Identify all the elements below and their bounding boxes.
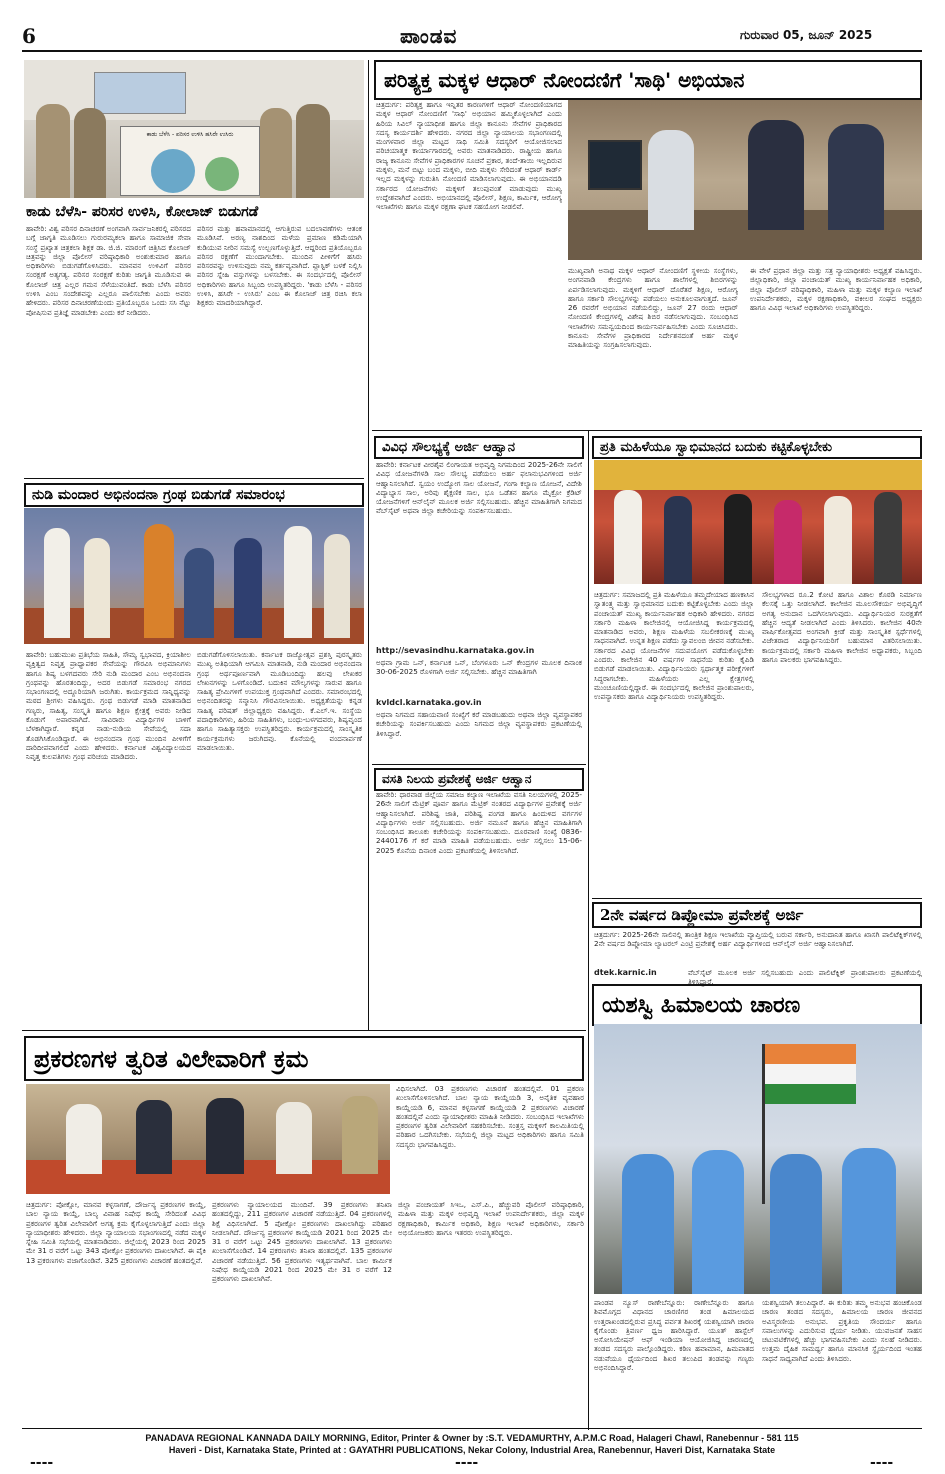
collage-headline: ಕಾಡು ಬೆಳೆಸಿ- ಪರಿಸರ ಉಳಿಸಿ, ಕೋಲಾಜ್ ಬಿಡುಗಡೆ	[26, 204, 259, 220]
footer-dash-center: ----	[455, 1455, 479, 1471]
aadhaar-body-col2: ಮುಖ್ಯವಾಗಿ ಅನಾಥ ಮಕ್ಕಳ ಆಧಾರ್ ನೋಂದಣಿಗೆ ಸ್ಥಳೀಯ ಸಂಸ್ಥೆಗಳು, ಅಂಗನವಾಡಿ ಕೇಂದ್ರಗಳು ಹಾಗೂ ಶಾಲೆಗಳಲ್ಲಿ ಶಿಬಿರಗಳನ್ನು ಏರ್ಪಡಿಸಲಾಗುವುದು. ಮಕ್ಕಳಿಗೆ ಆಧಾರ್ ದೊರೆತರೆ ಶಿಕ್ಷಣ, ಆರೋಗ್ಯ ಹಾಗೂ ಸರ್ಕಾರಿ ಸೌಲಭ್ಯಗಳನ್ನು ಪಡೆಯಲು ಅನುಕೂಲವಾಗುತ್ತದೆ. ಜೂನ್ 26 ರವರೆಗೆ ಅಭಿಯಾನ ನಡೆಯಲಿದ್ದು, ಜೂನ್ 27 ರಂದು ಆಧಾರ್ ನೋಂದಣಿ ಕೇಂದ್ರಗಳಲ್ಲಿ ವಿಶೇಷ ಶಿಬಿರ ನಡೆಸಲಾಗುವುದು. ಸಂಬಂಧಿಸಿದ ಇಲಾಖೆಗಳು ಸಮನ್ವಯದಿಂದ ಕಾರ್ಯನಿರ್ವಹಿಸಬೇಕು ಎಂದು ಸೂಚಿಸಿದರು. ಕಾನೂನು ಸೇವೆಗಳ ಪ್ರಾಧಿಕಾರದ ನಿರ್ದೇಶನದಂತೆ ಅರ್ಹ ಮಕ್ಕಳ ಮಾಹಿತಿಯನ್ನು ಸಂಗ್ರಹಿಸಲಾಗುವುದು.	[568, 266, 738, 350]
collage-body-col2: ಪರಿಸರ ಮತ್ತು ಹವಾಮಾನದಲ್ಲಿ ಆಗುತ್ತಿರುವ ಬದಲಾವಣೆಗಳು ಆತಂಕ ಮೂಡಿಸಿವೆ. ಅರಣ್ಯ ನಾಶದಿಂದ ಮಳೆಯ ಪ್ರಮಾಣ ಕಡಿಮೆಯಾಗಿ ಕುಡಿಯುವ ನೀರಿನ ಸಮಸ್ಯೆ ಉಲ್ಬಣಗೊಳ್ಳುತ್ತಿದೆ. ಆದ್ದರಿಂದ ಪ್ರತಿಯೊಬ್ಬರೂ ಪರಿಸರ ರಕ್ಷಣೆಗೆ ಮುಂದಾಗಬೇಕು. ಮುಂದಿನ ಪೀಳಿಗೆಗೆ ಹಸಿರು ಪರಿಸರವನ್ನು ಉಳಿಸುವುದು ನಮ್ಮ ಕರ್ತವ್ಯವಾಗಿದೆ. ಪ್ಲಾಸ್ಟಿಕ್ ಬಳಕೆ ನಿಲ್ಲಿಸಿ ಪರಿಸರ ಸ್ನೇಹಿ ವಸ್ತುಗಳನ್ನು ಬಳಸಬೇಕು. ಈ ಸಂದರ್ಭದಲ್ಲಿ ಪೊಲೀಸ್ ಅಧಿಕಾರಿಗಳು ಹಾಗೂ ಸಿಬ್ಬಂದಿ ಉಪಸ್ಥಿತರಿದ್ದರು. 'ಕಾಡು ಬೆಳೆಸಿ - ಪರಿಸರ ಉಳಿಸಿ, ಹಸಿರೇ - ಉಸಿರು' ಎಂಬ ಈ ಕೊಲಾಜ್ ಚಿತ್ರ ರಚಿಸಿ ಕಲಾ ಶಿಕ್ಷಕರು ಮಾದರಿಯಾಗಿದ್ದಾರೆ.	[197, 224, 362, 308]
diploma-headline: 2ನೇ ವರ್ಷದ ಡಿಪ್ಲೋಮಾ ಪ್ರವೇಶಕ್ಕೆ ಅರ್ಜಿ	[592, 902, 922, 928]
felicitation-body-col1: ಹಾವೇರಿ: ಬಹುಮುಖ ಪ್ರತಿಭೆಯ ಸಾಹಿತಿ, ಸೌಮ್ಯ ಸ್ವಭಾವದ, ಕ್ರಿಯಾಶೀಲ ವ್ಯಕ್ತಿತ್ವದ ನಿವೃತ್ತ ಪ್ರಾಧ್ಯಾಪಕರ ಸೇವೆಯನ್ನು ಗೌರವಿಸಿ ಅಭಿಮಾನಿಗಳು ಹಾಗೂ ಶಿಷ್ಯ ಬಳಗದವರು ಸೇರಿ ನುಡಿ ಮಂದಾರ ಎಂಬ ಅಭಿನಂದನಾ ಗ್ರಂಥವನ್ನು ಹೊರತಂದಿದ್ದು, ಅದರ ಬಿಡುಗಡೆ ಸಮಾರಂಭ ನಗರದ ಸಭಾಂಗಣದಲ್ಲಿ ಅದ್ದೂರಿಯಾಗಿ ಜರುಗಿತು. ಕಾರ್ಯಕ್ರಮದ ಸಾನ್ನಿಧ್ಯವನ್ನು ಮಠದ ಶ್ರೀಗಳು ವಹಿಸಿದ್ದರು. ಗ್ರಂಥ ಬಿಡುಗಡೆ ಮಾಡಿ ಮಾತನಾಡಿದ ಗಣ್ಯರು, ಸಾಹಿತ್ಯ, ಸಂಸ್ಕೃತಿ ಹಾಗೂ ಶಿಕ್ಷಣ ಕ್ಷೇತ್ರಕ್ಕೆ ಅವರು ನೀಡಿದ ಕೊಡುಗೆ ಅಪಾರವಾಗಿದೆ. ಸಾವಿರಾರು ವಿದ್ಯಾರ್ಥಿಗಳ ಬಾಳಿಗೆ ಬೆಳಕಾಗಿದ್ದಾರೆ. ಕನ್ನಡ ನಾಡು-ನುಡಿಯ ಸೇವೆಯಲ್ಲಿ ಸದಾ ತೊಡಗಿಸಿಕೊಂಡಿದ್ದಾರೆ. ಈ ಅಭಿನಂದನಾ ಗ್ರಂಥ ಮುಂದಿನ ಪೀಳಿಗೆಗೆ ದಾರಿದೀಪವಾಗಲಿದೆ ಎಂದು ಹೇಳಿದರು. ಕರ್ನಾಟಕ ವಿಶ್ವವಿದ್ಯಾಲಯದ ನಿವೃತ್ತ ಕುಲಪತಿಗಳು ಗ್ರಂಥ ಪರಿಚಯ ಮಾಡಿದರು.	[26, 650, 191, 762]
footer-rule	[22, 1428, 922, 1429]
cases-body-col1: ಚಿತ್ರದುರ್ಗ: ಪೋಕ್ಸೋ, ಮಾನವ ಕಳ್ಳಸಾಗಣೆ, ದೌರ್ಜನ್ಯ ಪ್ರಕರಣಗಳ ಕಾಯ್ದೆ, ಬಾಲ ನ್ಯಾಯ ಕಾಯ್ದೆ, ಬಾಲ್ಯ ವಿವಾಹ ನಿಷೇಧ ಕಾಯ್ದೆ ಸೇರಿದಂತೆ ವಿವಿಧ ಪ್ರಕರಣಗಳ ತ್ವರಿತ ವಿಲೇವಾರಿಗೆ ಅಗತ್ಯ ಕ್ರಮ ಕೈಗೊಳ್ಳಲಾಗುತ್ತಿದೆ ಎಂದು ಜಿಲ್ಲಾ ನ್ಯಾಯಾಧೀಶರು ಹೇಳಿದರು. ಜಿಲ್ಲಾ ನ್ಯಾಯಾಲಯ ಸಭಾಂಗಣದಲ್ಲಿ ನಡೆದ ಮಕ್ಕಳ ಸ್ನೇಹಿ ಸಮಿತಿ ಸಭೆಯಲ್ಲಿ ಮಾತನಾಡಿದರು. ಜಿಲ್ಲೆಯಲ್ಲಿ 2023 ರಿಂದ 2025 ಮೇ 31 ರ ವರೆಗೆ ಒಟ್ಟು 343 ಪೋಕ್ಸೋ ಪ್ರಕರಣಗಳು ದಾಖಲಾಗಿವೆ. ಈ ಪೈಕಿ 13 ಪ್ರಕರಣಗಳು ವಜಾಗೊಂಡಿವೆ. 325 ಪ್ರಕರಣಗಳು ವಿಚಾರಣೆ ಹಂತದಲ್ಲಿವೆ.	[26, 1200, 206, 1265]
collage-photo	[24, 60, 364, 198]
flag-stripe	[764, 1064, 856, 1084]
schemes-url-1: http://sevasindhu.karnataka.gov.in	[376, 646, 535, 655]
aadhaar-photo	[568, 100, 922, 260]
cases-body-col2: ಪ್ರಕರಣಗಳು ನ್ಯಾಯಾಲಯದ ಮುಂದಿವೆ. 39 ಪ್ರಕರಣಗಳು ತನಿಖಾ ಹಂತದಲ್ಲಿದ್ದು, 211 ಪ್ರಕರಣಗಳ ವಿಚಾರಣೆ ನಡೆಯುತ್ತಿದೆ. 04 ಪ್ರಕರಣಗಳಲ್ಲಿ ಶಿಕ್ಷೆ ವಿಧಿಸಲಾಗಿದೆ. 5 ಪೋಕ್ಸೋ ಪ್ರಕರಣಗಳು ದಾಖಲಾಗಿದ್ದು ಪರಿಹಾರ ನೀಡಲಾಗಿದೆ. ದೌರ್ಜನ್ಯ ಪ್ರಕರಣಗಳ ಕಾಯ್ದೆಯಡಿ 2021 ರಿಂದ 2025 ಮೇ 31 ರ ವರೆಗೆ ಒಟ್ಟು 245 ಪ್ರಕರಣಗಳು ದಾಖಲಾಗಿವೆ. 13 ಪ್ರಕರಣಗಳು ಖುಲಾಸೆಗೊಂಡಿವೆ. 14 ಪ್ರಕರಣಗಳು ತನಿಖಾ ಹಂತದಲ್ಲಿವೆ. 135 ಪ್ರಕರಣಗಳ ವಿಚಾರಣೆ ನಡೆಯುತ್ತಿದೆ. 56 ಪ್ರಕರಣಗಳು ಇತ್ಯರ್ಥವಾಗಿವೆ. ಬಾಲ ಕಾರ್ಮಿಕ ನಿಷೇಧ ಕಾಯ್ದೆಯಡಿ 2021 ರಿಂದ 2025 ಮೇ 31 ರ ವರೆಗೆ 12 ಪ್ರಕರಣಗಳು ದಾಖಲಾಗಿವೆ.	[212, 1200, 392, 1284]
footer-line-1: PANADAVA REGIONAL KANNADA DAILY MORNING, Editor, Printer & Owner by :S.T. VEDAMURTHY, A.P.M.C Road, Halageri Chawl, Ranebennur - 581 115	[145, 1433, 799, 1443]
footer-line-2: Haveri - Dist, Karnataka State, Printed at : GAYATHRI PUBLICATIONS, Nekar Colony, Industrial Area, Ranebennur, Haveri Dist, Karnataka State	[168, 1445, 776, 1455]
aadhaar-body-col3: ಈ ವೇಳೆ ಪ್ರಧಾನ ಜಿಲ್ಲಾ ಮತ್ತು ಸತ್ರ ನ್ಯಾಯಾಧೀಶರು ಅಧ್ಯಕ್ಷತೆ ವಹಿಸಿದ್ದರು. ಜಿಲ್ಲಾಧಿಕಾರಿ, ಜಿಲ್ಲಾ ಪಂಚಾಯತ್ ಮುಖ್ಯ ಕಾರ್ಯನಿರ್ವಾಹಕ ಅಧಿಕಾರಿ, ಜಿಲ್ಲಾ ಪೊಲೀಸ್ ವರಿಷ್ಠಾಧಿಕಾರಿ, ಮಹಿಳಾ ಮತ್ತು ಮಕ್ಕಳ ಕಲ್ಯಾಣ ಇಲಾಖೆ ಉಪನಿರ್ದೇಶಕರು, ಮಕ್ಕಳ ರಕ್ಷಣಾಧಿಕಾರಿ, ವಕೀಲರ ಸಂಘದ ಅಧ್ಯಕ್ಷರು ಹಾಗೂ ವಿವಿಧ ಇಲಾಖೆ ಅಧಿಕಾರಿಗಳು ಉಪಸ್ಥಿತರಿದ್ದರು.	[750, 266, 922, 313]
newspaper-logo: ಪಾಂಡವ	[400, 24, 458, 48]
women-body-col1: ಚಿತ್ರದುರ್ಗ: ಸಮಾಜದಲ್ಲಿ ಪ್ರತಿ ಮಹಿಳೆಯೂ ತಮ್ಮದೇಯಾದ ಹಣಕಾಸಿನ ಸ್ವಾತಂತ್ರ್ಯ ಮತ್ತು ಸ್ವಾಭಿಮಾನದ ಬದುಕು ಕಟ್ಟಿಕೊಳ್ಳಬೇಕು ಎಂದು ಜಿಲ್ಲಾ ಪಂಚಾಯತ್ ಮುಖ್ಯ ಕಾರ್ಯನಿರ್ವಾಹಕ ಅಧಿಕಾರಿ ಹೇಳಿದರು. ನಗರದ ಸರ್ಕಾರಿ ಮಹಿಳಾ ಕಾಲೇಜಿನಲ್ಲಿ ಆಯೋಜಿಸಿದ್ದ ಕಾರ್ಯಕ್ರಮದಲ್ಲಿ ಮಾತನಾಡಿದ ಅವರು, ಶಿಕ್ಷಣ ಮಹಿಳೆಯ ಸಬಲೀಕರಣಕ್ಕೆ ಮುಖ್ಯ ಸಾಧನವಾಗಿದೆ. ಉನ್ನತ ಶಿಕ್ಷಣ ಪಡೆದು ಸ್ವಾವಲಂಬಿ ಜೀವನ ನಡೆಸಬೇಕು. ಸರ್ಕಾರದ ವಿವಿಧ ಯೋಜನೆಗಳ ಸದುಪಯೋಗ ಪಡೆದುಕೊಳ್ಳಬೇಕು ಎಂದರು. ಕಾಲೇಜಿನ 40 ವರ್ಷಗಳ ಸಾಧನೆಯ ಕುರಿತು ಕೈಪಿಡಿ ಬಿಡುಗಡೆ ಮಾಡಲಾಯಿತು. ವಿದ್ಯಾರ್ಥಿನಿಯರು ಸ್ಪರ್ಧಾತ್ಮಕ ಪರೀಕ್ಷೆಗಳಿಗೆ ಸಿದ್ಧರಾಗಬೇಕು. ಮಹಿಳೆಯರು ಎಲ್ಲ ಕ್ಷೇತ್ರಗಳಲ್ಲಿ ಮುಂಚೂಣಿಯಲ್ಲಿದ್ದಾರೆ. ಈ ಸಂದರ್ಭದಲ್ಲಿ ಕಾಲೇಜಿನ ಪ್ರಾಂಶುಪಾಲರು, ಉಪನ್ಯಾಸಕರು ಹಾಗೂ ವಿದ್ಯಾರ್ಥಿನಿಯರು ಉಪಸ್ಥಿತರಿದ್ದರು.	[594, 590, 754, 702]
footer-imprint	[22, 1432, 922, 1456]
section-rule	[372, 430, 922, 431]
himalaya-body-col1: ಪಾಂಡವ ನ್ಯೂಸ್ ರಾಣೇಬೆನ್ನೂರು: ರಾಣೇಬೆನ್ನೂರು ಹಾಗೂ ಶಿವಮೊಗ್ಗದ ವಿಧಾನದ ಚಾರಣಿಗರ ತಂಡ ಹಿಮಾಲಯದ ಉತ್ತರಾಖಂಡದಲ್ಲಿರುವ ಪ್ರಸಿದ್ಧ ಪರ್ವತ ಶಿಖರಕ್ಕೆ ಯಶಸ್ವಿಯಾಗಿ ಚಾರಣ ಕೈಗೊಂಡು ತ್ರಿವರ್ಣ ಧ್ವಜ ಹಾರಿಸಿದ್ದಾರೆ. ಯೂತ್ ಹಾಸ್ಟೆಲ್ ಅಸೋಸಿಯೇಷನ್ ಆಫ್ ಇಂಡಿಯಾ ಆಯೋಜಿಸಿದ್ದ ಚಾರಣದಲ್ಲಿ ತಂಡದ ಸದಸ್ಯರು ಪಾಲ್ಗೊಂಡಿದ್ದರು. ಕಠಿಣ ಹವಾಮಾನ, ಹಿಮಪಾತದ ನಡುವೆಯೂ ಧೈರ್ಯದಿಂದ ಶಿಖರ ತಲುಪಿದ ತಂಡವನ್ನು ಗಣ್ಯರು ಅಭಿನಂದಿಸಿದ್ದಾರೆ.	[594, 1298, 754, 1373]
footer-dash-right: ----	[870, 1455, 894, 1471]
felicitation-headline: ನುಡಿ ಮಂದಾರ ಅಭಿನಂದನಾ ಗ್ರಂಥ ಬಿಡುಗಡೆ ಸಮಾರಂಭ	[24, 483, 364, 507]
collage-body-col1: ಹಾವೇರಿ: ವಿಶ್ವ ಪರಿಸರ ದಿನಾಚರಣೆ ಅಂಗವಾಗಿ ಸಾರ್ವಜನಿಕರಲ್ಲಿ ಪರಿಸರದ ಬಗ್ಗೆ ಜಾಗೃತಿ ಮೂಡಿಸಲು ಗುರುರಮ್ಯಕಲಾ ಹಾಗೂ ಸಾಮಾಜಿಕ ಸೇವಾ ಸಂಸ್ಥೆ ಪ್ರಖ್ಯಾತ ಚಿತ್ರಕಲಾ ಶಿಕ್ಷಕ ಡಾ. ಜಿ.ಜಿ. ಮಾರಂಗೆ ಚಿತ್ರಿಸಿದ ಕೊಲಾಜ್ ಚಿತ್ರವನ್ನು ಜಿಲ್ಲಾ ಪೊಲೀಸ್ ವರಿಷ್ಠಾಧಿಕಾರಿ ಅಂಶುಕುಮಾರ ಹಾಗೂ ಅಧಿಕಾರಿಗಳು ಬಿಡುಗಡೆಗೊಳಿಸಿದರು. ಮಾನವನ ಉಳಿವಿಗೆ ಪರಿಸರ ಸಂರಕ್ಷಣೆ ಅತ್ಯಗತ್ಯ. ಪರಿಸರ ಸಂರಕ್ಷಣೆ ಕುರಿತು ಜಾಗೃತಿ ಮೂಡಿಸುವ ಈ ಕೊಲಾಜ್ ಚಿತ್ರ ಎಲ್ಲರ ಗಮನ ಸೆಳೆಯುವಂತಿದೆ. ಕಾಡು ಬೆಳೆಸಿ ಪರಿಸರ ಉಳಿಸಿ ಎಂಬ ಸಂದೇಶವನ್ನು ಎಲ್ಲರೂ ಪಾಲಿಸಬೇಕು ಎಂದು ಅವರು ಹೇಳಿದರು. ಪರಿಸರ ದಿನಾಚರಣೆಯಂದು ಪ್ರತಿಯೊಬ್ಬರೂ ಒಂದು ಸಸಿ ನೆಟ್ಟು ಪೋಷಿಸುವ ಪ್ರತಿಜ್ಞೆ ಮಾಡಬೇಕು ಎಂದು ಕರೆ ನೀಡಿದರು.	[26, 224, 191, 317]
schemes-body-3: ಅಥವಾ ನಿಗಮದ ಸಹಾಯವಾಣಿ ಸಂಖ್ಯೆಗೆ ಕರೆ ಮಾಡಬಹುದು ಅಥವಾ ಜಿಲ್ಲಾ ವ್ಯವಸ್ಥಾಪಕರ ಕಚೇರಿಯನ್ನು ಸಂಪರ್ಕಿಸಬಹುದು ಎಂದು ನಿಗಮದ ಜಿಲ್ಲಾ ವ್ಯವಸ್ಥಾಪಕರು ಪ್ರಕಟಣೆಯಲ್ಲಿ ತಿಳಿಸಿದ್ದಾರೆ.	[376, 710, 582, 738]
schemes-body: ಹಾವೇರಿ: ಕರ್ನಾಟಕ ವೀರಶೈವ ಲಿಂಗಾಯತ ಅಭಿವೃದ್ಧಿ ನಿಗಮದಿಂದ 2025-26ನೇ ಸಾಲಿಗೆ ವಿವಿಧ ಯೋಜನೆಗಳಡಿ ಸಾಲ ಸೌಲಭ್ಯ ಪಡೆಯಲು ಅರ್ಹ ಫಲಾನುಭವಿಗಳಿಂದ ಅರ್ಜಿ ಆಹ್ವಾನಿಸಲಾಗಿದೆ. ಸ್ವಯಂ ಉದ್ಯೋಗ ಸಾಲ ಯೋಜನೆ, ಗಂಗಾ ಕಲ್ಯಾಣ ಯೋಜನೆ, ವಿದೇಶಿ ವಿದ್ಯಾಭ್ಯಾಸ ಸಾಲ, ಅರಿವು ಶೈಕ್ಷಣಿಕ ಸಾಲ, ಭೂ ಒಡೆತನ ಹಾಗೂ ಮೈಕ್ರೋ ಕ್ರೆಡಿಟ್ ಯೋಜನೆಗಳಿಗೆ ಆನ್‌ಲೈನ್ ಮೂಲಕ ಅರ್ಜಿ ಸಲ್ಲಿಸಬಹುದು. ಹೆಚ್ಚಿನ ಮಾಹಿತಿಗಾಗಿ ನಿಗಮದ ವೆಬ್‌ಸೈಟ್ ಅಥವಾ ಜಿಲ್ಲಾ ಕಚೇರಿಯನ್ನು ಸಂಪರ್ಕಿಸಬಹುದು.	[376, 460, 582, 516]
aadhaar-headline: ಪರಿತ್ಯಕ್ತ ಮಕ್ಕಳ ಆಧಾರ್ ನೋಂದಣಿಗೆ 'ಸಾಥಿ' ಅಭಿಯಾನ	[374, 60, 922, 100]
collage-poster	[120, 126, 260, 196]
diploma-body: ಚಿತ್ರದುರ್ಗ: 2025-26ನೇ ಸಾಲಿನಲ್ಲಿ ತಾಂತ್ರಿಕ ಶಿಕ್ಷಣ ಇಲಾಖೆಯ ವ್ಯಾಪ್ತಿಯಲ್ಲಿ ಬರುವ ಸರ್ಕಾರಿ, ಅನುದಾನಿತ ಹಾಗೂ ಖಾಸಗಿ ಪಾಲಿಟೆಕ್ನಿಕ್‌ಗಳಲ್ಲಿ 2ನೇ ವರ್ಷದ ಡಿಪ್ಲೋಮಾ ಲ್ಯಾಟರಲ್ ಎಂಟ್ರಿ ಪ್ರವೇಶಕ್ಕೆ ಅರ್ಹ ವಿದ್ಯಾರ್ಥಿಗಳಿಂದ ಆನ್‌ಲೈನ್ ಅರ್ಜಿ ಆಹ್ವಾನಿಸಲಾಗಿದೆ.	[594, 930, 922, 949]
column-divider	[588, 430, 589, 1430]
column-divider	[368, 60, 369, 1030]
poster-text: ಕಾಡು ಬೆಳೆಸಿ - ಪರಿಸರ ಉಳಿಸಿ ಹಸಿರೇ ಉಸಿರು	[146, 131, 234, 138]
women-photo	[594, 460, 922, 584]
flag-stripe	[764, 1044, 856, 1064]
felicitation-body-col2: ಬಿಡುಗಡೆಗೊಳಿಸಲಾಯಿತು. ಕರ್ನಾಟಕ ರಾಜ್ಯೋತ್ಸವ ಪ್ರಶಸ್ತಿ ಪುರಸ್ಕೃತರು ಮುಖ್ಯ ಅತಿಥಿಯಾಗಿ ಆಗಮಿಸಿ ಮಾತನಾಡಿ, ನುಡಿ ಮಂದಾರ ಅಭಿನಂದನಾ ಗ್ರಂಥ ಅರ್ಥಪೂರ್ಣವಾಗಿ ಮೂಡಿಬಂದಿದ್ದು ಹಲವು ಲೇಖಕರ ಲೇಖನಗಳನ್ನು ಒಳಗೊಂಡಿದೆ. ಬದುಕಿನ ಮೌಲ್ಯಗಳನ್ನು ಸಾರುವ ಹಾಗೂ ಸಾಹಿತ್ಯ ಪ್ರೇಮಿಗಳಿಗೆ ಉಪಯುಕ್ತ ಗ್ರಂಥವಾಗಿದೆ ಎಂದರು. ಸಮಾರಂಭದಲ್ಲಿ ಅಭಿನಂದಿತರನ್ನು ಸನ್ಮಾನಿಸಿ ಗೌರವಿಸಲಾಯಿತು. ಅಧ್ಯಕ್ಷತೆಯನ್ನು ಕನ್ನಡ ಸಾಹಿತ್ಯ ಪರಿಷತ್ ಜಿಲ್ಲಾಧ್ಯಕ್ಷರು ವಹಿಸಿದ್ದರು. ಕೆ.ಎಲ್.ಇ. ಸಂಸ್ಥೆಯ ಪದಾಧಿಕಾರಿಗಳು, ಹಿರಿಯ ಸಾಹಿತಿಗಳು, ಬಂಧು-ಬಳಗದವರು, ಶಿಷ್ಯವೃಂದ ಹಾಗೂ ಸಾಹಿತ್ಯಾಸಕ್ತರು ಉಪಸ್ಥಿತರಿದ್ದರು. ಕಾರ್ಯಕ್ರಮದಲ್ಲಿ ಸಾಂಸ್ಕೃತಿಕ ಕಾರ್ಯಕ್ರಮಗಳು ಜರುಗಿದವು. ಕೊನೆಯಲ್ಲಿ ವಂದನಾರ್ಪಣೆ ಮಾಡಲಾಯಿತು.	[197, 650, 362, 752]
flag-stripe	[764, 1084, 856, 1104]
women-body-col2: ಸೌಲಭ್ಯಗಳಾದ ರೂ.2 ಕೋಟಿ ಹಾಗೂ ವಿಶಾಲ ಕೊಠಡಿ ನಿರ್ಮಾಣ ಕೆಲಸಕ್ಕೆ ಒತ್ತು ನೀಡಲಾಗಿದೆ. ಕಾಲೇಜಿನ ಮೂಲಸೌಕರ್ಯ ಅಭಿವೃದ್ಧಿಗೆ ಅಗತ್ಯ ಅನುದಾನ ಒದಗಿಸಲಾಗುವುದು. ವಿದ್ಯಾರ್ಥಿನಿಯರ ಸುರಕ್ಷತೆಗೆ ಹೆಚ್ಚಿನ ಆದ್ಯತೆ ನೀಡಲಾಗಿದೆ ಎಂದು ತಿಳಿಸಿದರು. ಕಾಲೇಜಿನ 40ನೇ ವಾರ್ಷಿಕೋತ್ಸವದ ಅಂಗವಾಗಿ ಕ್ರೀಡೆ ಮತ್ತು ಸಾಂಸ್ಕೃತಿಕ ಸ್ಪರ್ಧೆಗಳಲ್ಲಿ ವಿಜೇತರಾದ ವಿದ್ಯಾರ್ಥಿನಿಯರಿಗೆ ಬಹುಮಾನ ವಿತರಿಸಲಾಯಿತು. ಕಾರ್ಯಕ್ರಮದಲ್ಲಿ ಸರ್ಕಾರಿ ಮಹಿಳಾ ಕಾಲೇಜಿನ ಅಧ್ಯಾಪಕರು, ಸಿಬ್ಬಂದಿ ಹಾಗೂ ಪಾಲಕರು ಭಾಗವಹಿಸಿದ್ದರು.	[762, 590, 922, 665]
himalaya-body-col2: ಯಶಸ್ವಿಯಾಗಿ ತಲುಪಿದ್ದಾರೆ. ಈ ಕುರಿತು ತಮ್ಮ ಅನುಭವ ಹಂಚಿಕೊಂಡ ಚಾರಣ ತಂಡದ ಸದಸ್ಯರು, ಹಿಮಾಲಯ ಚಾರಣ ಜೀವನದ ಅವಿಸ್ಮರಣೀಯ ಅನುಭವ. ಪ್ರಕೃತಿಯ ಸೌಂದರ್ಯ ಹಾಗೂ ಸವಾಲುಗಳನ್ನು ಎದುರಿಸುವ ಧೈರ್ಯ ನೀಡಿತು. ಯುವಜನತೆ ಸಾಹಸ ಚಟುವಟಿಕೆಗಳಲ್ಲಿ ಹೆಚ್ಚು ಭಾಗವಹಿಸಬೇಕು ಎಂದು ಸಲಹೆ ನೀಡಿದರು. ಉತ್ತಮ ದೈಹಿಕ ಸಾಮರ್ಥ್ಯ ಹಾಗೂ ಮಾನಸಿಕ ಸ್ಥೈರ್ಯದಿಂದ ಇಂತಹ ಸಾಧನೆ ಸಾಧ್ಯವಾಗಿದೆ ಎಂದು ತಿಳಿಸಿದರು.	[762, 1298, 922, 1363]
hostel-headline: ವಸತಿ ನಿಲಯ ಪ್ರವೇಶಕ್ಕೆ ಅರ್ಜಿ ಆಹ್ವಾನ	[374, 768, 584, 791]
masthead-rule	[22, 50, 922, 52]
cases-photo	[26, 1084, 390, 1194]
page-number: 6	[22, 24, 36, 48]
felicitation-photo	[24, 508, 364, 644]
date-line: ಗುರುವಾರ 05, ಜೂನ್ 2025	[740, 28, 873, 42]
diploma-url: dtek.karnic.in	[594, 968, 657, 977]
cases-headline: ಪ್ರಕರಣಗಳ ತ್ವರಿತ ವಿಲೇವಾರಿಗೆ ಕ್ರಮ	[24, 1036, 584, 1081]
diploma-body-2: ವೆಬ್‌ಸೈಟ್ ಮೂಲಕ ಅರ್ಜಿ ಸಲ್ಲಿಸಬಹುದು ಎಂದು ಪಾಲಿಟೆಕ್ನಿಕ್ ಪ್ರಾಂಶುಪಾಲರು ಪ್ರಕಟಣೆಯಲ್ಲಿ ತಿಳಿಸಿದ್ದಾರೆ.	[688, 968, 922, 987]
himalaya-photo	[594, 1024, 922, 1294]
footer-dash-left: ----	[30, 1455, 54, 1471]
schemes-headline: ವಿವಿಧ ಸೌಲಭ್ಯಕ್ಕೆ ಅರ್ಜಿ ಆಹ್ವಾನ	[374, 436, 584, 459]
cases-body-col4: ಜಿಲ್ಲಾ ಪಂಚಾಯತ್ ಸಿಇಒ, ಎಸ್.ಪಿ., ಹೆಚ್ಚುವರಿ ಪೊಲೀಸ್ ವರಿಷ್ಠಾಧಿಕಾರಿ, ಮಹಿಳಾ ಮತ್ತು ಮಕ್ಕಳ ಅಭಿವೃದ್ಧಿ ಇಲಾಖೆ ಉಪನಿರ್ದೇಶಕರು, ಜಿಲ್ಲಾ ಮಕ್ಕಳ ರಕ್ಷಣಾಧಿಕಾರಿ, ಕಾರ್ಮಿಕ ಅಧಿಕಾರಿ, ಶಿಕ್ಷಣ ಇಲಾಖೆ ಅಧಿಕಾರಿಗಳು, ಸರ್ಕಾರಿ ಅಭಿಯೋಜಕರು ಹಾಗೂ ಇತರರು ಉಪಸ್ಥಿತರಿದ್ದರು.	[398, 1200, 584, 1237]
aadhaar-body-col1: ಚಿತ್ರದುರ್ಗ: ಪರಿತ್ಯಕ್ತ ಹಾಗೂ ಇನ್ನಿತರ ಕಾರಣಗಳಿಗೆ ಆಧಾರ್ ನೋಂದಣಿಯಾಗದ ಮಕ್ಕಳ ಆಧಾರ್ ನೋಂದಣಿಗೆ 'ಸಾಥಿ' ಅಭಿಯಾನ ಹಮ್ಮಿಕೊಳ್ಳಲಾಗಿದೆ ಎಂದು ಹಿರಿಯ ಸಿವಿಲ್ ನ್ಯಾಯಾಧೀಶ ಹಾಗೂ ಜಿಲ್ಲಾ ಕಾನೂನು ಸೇವೆಗಳ ಪ್ರಾಧಿಕಾರದ ಸದಸ್ಯ ಕಾರ್ಯದರ್ಶಿ ಹೇಳಿದರು. ನಗರದ ಜಿಲ್ಲಾ ನ್ಯಾಯಾಲಯ ಸಭಾಂಗಣದಲ್ಲಿ ಮಂಗಳವಾರ ಜಿಲ್ಲಾ ಮಟ್ಟದ ಸಾಥಿ ಸಮಿತಿ ಸದಸ್ಯರಿಗೆ ಆಯೋಜಿಸಲಾದ ಪರಿಚಯಾತ್ಮಕ ಕಾರ್ಯಾಗಾರದಲ್ಲಿ ಅವರು ಮಾತನಾಡಿದರು. ರಾಷ್ಟ್ರೀಯ ಹಾಗೂ ರಾಜ್ಯ ಕಾನೂನು ಸೇವೆಗಳ ಪ್ರಾಧಿಕಾರಗಳ ಸೂಚನೆ ಪ್ರಕಾರ, ತಂದೆ-ತಾಯಿ ಇಲ್ಲದಿರುವ ಮಕ್ಕಳು, ಮನೆ ಬಿಟ್ಟು ಬಂದ ಮಕ್ಕಳು, ಬೀದಿ ಮಕ್ಕಳು ಸೇರಿದಂತೆ ಆಧಾರ್ ಕಾರ್ಡ್ ಇಲ್ಲದ ಮಕ್ಕಳನ್ನು ಗುರುತಿಸಿ ನೋಂದಣಿ ಮಾಡಿಸಲಾಗುವುದು. ಈ ಅಭಿಯಾನದಡಿ ಸರ್ಕಾರದ ಯೋಜನೆಗಳು ಮಕ್ಕಳಿಗೆ ತಲುಪುವಂತೆ ಮಾಡುವುದು ಮುಖ್ಯ ಉದ್ದೇಶವಾಗಿದೆ ಎಂದರು. ಅಭಿಯಾನದಲ್ಲಿ ಪೊಲೀಸ್, ಶಿಕ್ಷಣ, ಕಾರ್ಮಿಕ, ಆರೋಗ್ಯ ಇಲಾಖೆಗಳು ಹಾಗೂ ಮಕ್ಕಳ ರಕ್ಷಣಾ ಘಟಕ ಸಹಯೋಗ ನೀಡಲಿವೆ.	[376, 100, 562, 212]
section-rule	[24, 478, 364, 479]
section-rule	[372, 764, 586, 765]
section-rule	[592, 898, 922, 899]
women-headline: ಪ್ರತಿ ಮಹಿಳೆಯೂ ಸ್ವಾಭಿಮಾನದ ಬದುಕು ಕಟ್ಟಿಕೊಳ್ಳಬೇಕು	[592, 436, 922, 459]
himalaya-headline: ಯಶಸ್ವಿ ಹಿಮಾಲಯ ಚಾರಣ	[592, 984, 922, 1026]
hostel-body: ಹಾವೇರಿ: ಧಾರವಾಡ ಜಿಲ್ಲೆಯ ಸಮಾಜ ಕಲ್ಯಾಣ ಇಲಾಖೆಯ ವಸತಿ ನಿಲಯಗಳಲ್ಲಿ 2025-26ನೇ ಸಾಲಿಗೆ ಮೆಟ್ರಿಕ್ ಪೂರ್ವ ಹಾಗೂ ಮೆಟ್ರಿಕ್ ನಂತರದ ವಿದ್ಯಾರ್ಥಿಗಳ ಪ್ರವೇಶಕ್ಕೆ ಅರ್ಜಿ ಆಹ್ವಾನಿಸಲಾಗಿದೆ. ಪರಿಶಿಷ್ಟ ಜಾತಿ, ಪರಿಶಿಷ್ಟ ಪಂಗಡ ಹಾಗೂ ಹಿಂದುಳಿದ ವರ್ಗಗಳ ವಿದ್ಯಾರ್ಥಿಗಳು ಅರ್ಜಿ ಸಲ್ಲಿಸಬಹುದು. ಅರ್ಜಿ ನಮೂನೆ ಹಾಗೂ ಹೆಚ್ಚಿನ ಮಾಹಿತಿಗಾಗಿ ಸಂಬಂಧಿಸಿದ ತಾಲೂಕು ಕಚೇರಿಯನ್ನು ಸಂಪರ್ಕಿಸಬಹುದು. ದೂರವಾಣಿ ಸಂಖ್ಯೆ 0836-2440176 ಗೆ ಕರೆ ಮಾಡಿ ಮಾಹಿತಿ ಪಡೆಯಬಹುದು. ಅರ್ಜಿ ಸಲ್ಲಿಸಲು 15-06-2025 ಕೊನೆಯ ದಿನಾಂಕ ಎಂದು ಪ್ರಕಟಣೆಯಲ್ಲಿ ತಿಳಿಸಲಾಗಿದೆ.	[376, 790, 582, 855]
cases-body-col3: ವಿಧಿಸಲಾಗಿದೆ. 03 ಪ್ರಕರಣಗಳು ವಿಚಾರಣೆ ಹಂತದಲ್ಲಿವೆ. 01 ಪ್ರಕರಣ ಖುಲಾಸೆಗೊಳಿಸಲಾಗಿದೆ. ಬಾಲ ನ್ಯಾಯ ಕಾಯ್ದೆಯಡಿ 3, ಅನೈತಿಕ ವ್ಯವಹಾರ ಕಾಯ್ದೆಯಡಿ 6, ಮಾನವ ಕಳ್ಳಸಾಗಣೆ ಕಾಯ್ದೆಯಡಿ 2 ಪ್ರಕರಣಗಳು ವಿಚಾರಣೆ ಹಂತದಲ್ಲಿವೆ ಎಂದು ನ್ಯಾಯಾಧೀಶರು ಮಾಹಿತಿ ನೀಡಿದರು. ಸಂಬಂಧಿಸಿದ ಇಲಾಖೆಗಳು ಪ್ರಕರಣಗಳ ತ್ವರಿತ ವಿಲೇವಾರಿಗೆ ಸಹಕರಿಸಬೇಕು. ಸಂತ್ರಸ್ತ ಮಕ್ಕಳಿಗೆ ಕಾಲಮಿತಿಯಲ್ಲಿ ಪರಿಹಾರ ಒದಗಿಸಬೇಕು. ಸಭೆಯಲ್ಲಿ ಜಿಲ್ಲಾ ಮಟ್ಟದ ಅಧಿಕಾರಿಗಳು ಹಾಗೂ ಸಮಿತಿ ಸದಸ್ಯರು ಭಾಗವಹಿಸಿದ್ದರು.	[396, 1084, 584, 1149]
section-rule	[22, 1030, 586, 1031]
schemes-url-2: kvldcl.karnataka.gov.in	[376, 698, 482, 707]
schemes-body-2: ಅಥವಾ ಗ್ರಾಮ ಒನ್, ಕರ್ನಾಟಕ ಒನ್, ಬೆಂಗಳೂರು ಒನ್ ಕೇಂದ್ರಗಳ ಮೂಲಕ ದಿನಾಂಕ 30-06-2025 ರೊಳಗಾಗಿ ಅರ್ಜಿ ಸಲ್ಲಿಸಬೇಕು. ಹೆಚ್ಚಿನ ಮಾಹಿತಿಗಾಗಿ	[376, 658, 582, 677]
